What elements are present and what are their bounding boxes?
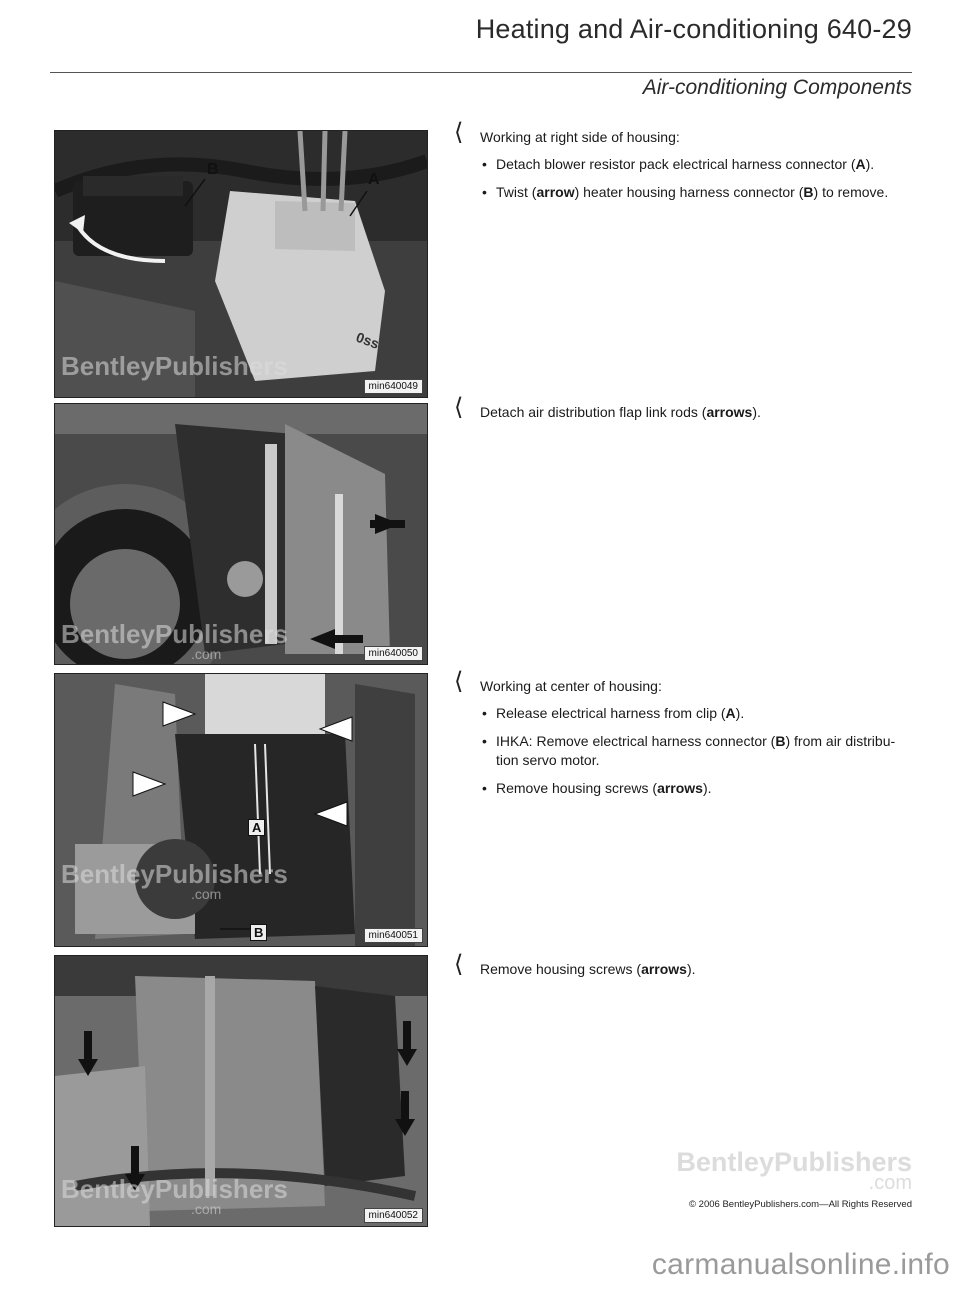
bullet-list — [458, 155, 928, 202]
header-divider — [50, 72, 912, 73]
list-item: • Release electrical harness from clip (A). — [496, 704, 928, 723]
figure-connector-photo — [54, 130, 428, 398]
step-lead: Working at center of housing: — [480, 678, 662, 694]
watermark: BentleyPublishers — [61, 351, 288, 381]
bullet-list — [458, 704, 928, 798]
figure-label: min640049 — [364, 379, 423, 394]
figure-label: min640052 — [364, 1208, 423, 1223]
step-housing-screws: ⟨ Remove housing screws (arrows). — [454, 951, 696, 978]
pointer-left-icon: ⟨ — [454, 119, 464, 146]
section-subtitle: Air-conditioning Components — [642, 76, 912, 99]
copyright-notice: © 2006 BentleyPublishers.com—All Rights Reserved — [689, 1199, 912, 1210]
pointer-left-icon: ⟨ — [454, 951, 464, 978]
figure-housing-center-photo — [54, 673, 428, 947]
figure-housing-screws-photo — [54, 955, 428, 1227]
figure-label: min640050 — [364, 646, 423, 661]
site-watermark: carmanualsonline.info — [651, 1248, 950, 1281]
publisher-logo: BentleyPublishers .com — [676, 1147, 912, 1194]
callout-b: B — [250, 924, 267, 941]
figure-link-rods-photo — [54, 403, 428, 665]
list-item: • Detach blower resistor pack electrical harness connector (A). — [496, 155, 928, 174]
callout-a: A — [368, 171, 380, 188]
step-right-side — [454, 119, 928, 211]
watermark: BentleyPublishers .com — [61, 859, 288, 902]
housing-center-photo-illustration — [55, 674, 427, 946]
list-item: • Twist (arrow) heater housing harness connector (B) to remove. — [496, 183, 928, 202]
list-item: • Remove housing screws (arrows). — [496, 779, 928, 798]
watermark: BentleyPublishers .com — [61, 619, 288, 662]
list-item: • IHKA: Remove electrical harness connector (B) from air distribu- tion servo motor. — [496, 732, 928, 770]
step-link-rods: ⟨ Detach air distribution flap link rods (arrows). — [454, 394, 761, 421]
figure-label: min640051 — [364, 928, 423, 943]
pointer-left-icon: ⟨ — [454, 394, 464, 421]
callout-b: B — [207, 161, 219, 178]
svg-text:0ss: 0ss — [353, 328, 382, 352]
page-title: Heating and Air-conditioning 640-29 — [475, 14, 912, 44]
step-center — [454, 668, 928, 807]
pointer-left-icon: ⟨ — [454, 668, 464, 695]
step-lead: Working at right side of housing: — [480, 129, 680, 145]
watermark: BentleyPublishers .com — [61, 1174, 288, 1217]
callout-a: A — [248, 819, 265, 836]
